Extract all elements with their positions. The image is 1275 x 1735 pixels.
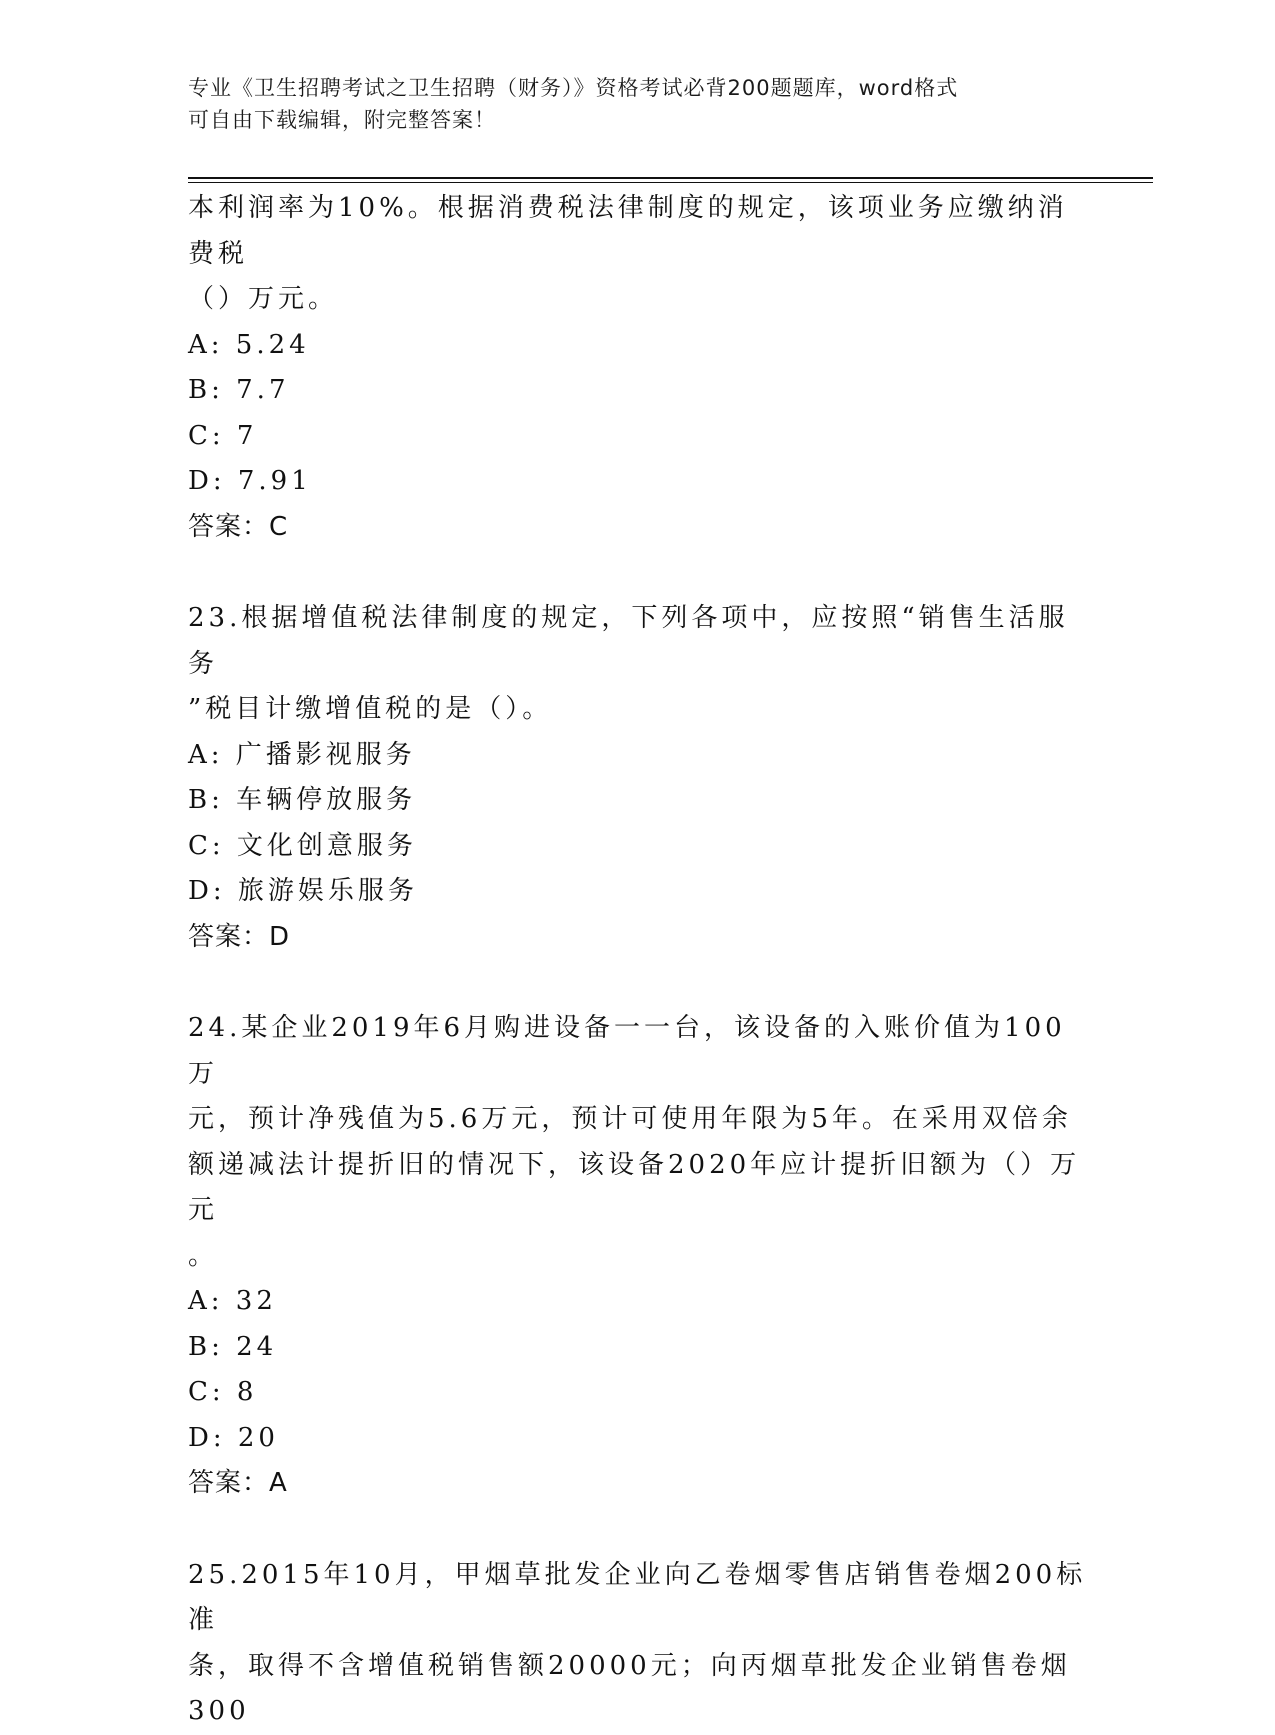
- option-c: C: 8: [188, 1377, 258, 1407]
- question-text-line: 元，预计净残值为5.6万元，预计可使用年限为5年。在采用双倍余: [188, 1104, 1072, 1134]
- spacer: [188, 1507, 1088, 1553]
- spacer: [188, 550, 1088, 596]
- question-text-line: 24.某企业2019年6月购进设备一一台，该设备的入账价值为100万: [188, 1013, 1066, 1089]
- option-a: A: 32: [188, 1286, 277, 1316]
- option-c: C: 7: [188, 420, 258, 451]
- option-b: B: 24: [188, 1331, 278, 1362]
- spacer: [188, 960, 1088, 1006]
- question-text-line: 条，取得不含增值税销售额20000元；向丙烟草批发企业销售卷烟300: [188, 1650, 1071, 1726]
- question-text-line: 25.2015年10月，甲烟草批发企业向乙卷烟零售店销售卷烟200标准: [188, 1559, 1087, 1635]
- option-d: D: 7.91: [188, 466, 312, 496]
- question-block-22: [188, 186, 1088, 550]
- header-line-2: 可自由下载编辑，附完整答案！: [188, 108, 496, 132]
- option-a: A: 广播影视服务: [188, 739, 416, 770]
- question-block-23: [188, 596, 1088, 960]
- answer-line: 答案：C: [188, 511, 289, 542]
- question-text-line: （）万元。: [188, 284, 339, 314]
- option-d: D: 20: [188, 1422, 279, 1453]
- question-text-line: 23.根据增值税法律制度的规定，下列各项中，应按照“销售生活服务: [188, 603, 1069, 679]
- question-text-line: 额递减法计提折旧的情况下，该设备2020年应计提折旧额为（）万元: [188, 1149, 1081, 1225]
- question-text-line: 本利润率为10%。根据消费税法律制度的规定，该项业务应缴纳消费税: [188, 193, 1068, 269]
- question-text-line: ”税目计缴增值税的是（）。: [188, 694, 553, 724]
- question-block-24: [188, 1006, 1088, 1507]
- question-list: [188, 186, 1088, 1735]
- header-divider-thick: [188, 177, 1153, 179]
- header-divider-thin: [188, 182, 1153, 183]
- header-line-1: 专业《卫生招聘考试之卫生招聘（财务）》资格考试必背200题题库，word格式: [188, 76, 959, 100]
- option-b: B: 7.7: [188, 375, 290, 405]
- option-b: B: 车辆停放服务: [188, 785, 417, 815]
- option-d: D: 旅游娱乐服务: [188, 876, 418, 906]
- document-header: [188, 72, 1088, 136]
- answer-line: 答案：A: [188, 1468, 288, 1498]
- question-text-line: 。: [188, 1240, 219, 1271]
- question-block-25: [188, 1553, 1088, 1735]
- option-a: A: 5.24: [188, 329, 310, 360]
- answer-line: 答案：D: [188, 921, 291, 952]
- option-c: C: 文化创意服务: [188, 830, 417, 861]
